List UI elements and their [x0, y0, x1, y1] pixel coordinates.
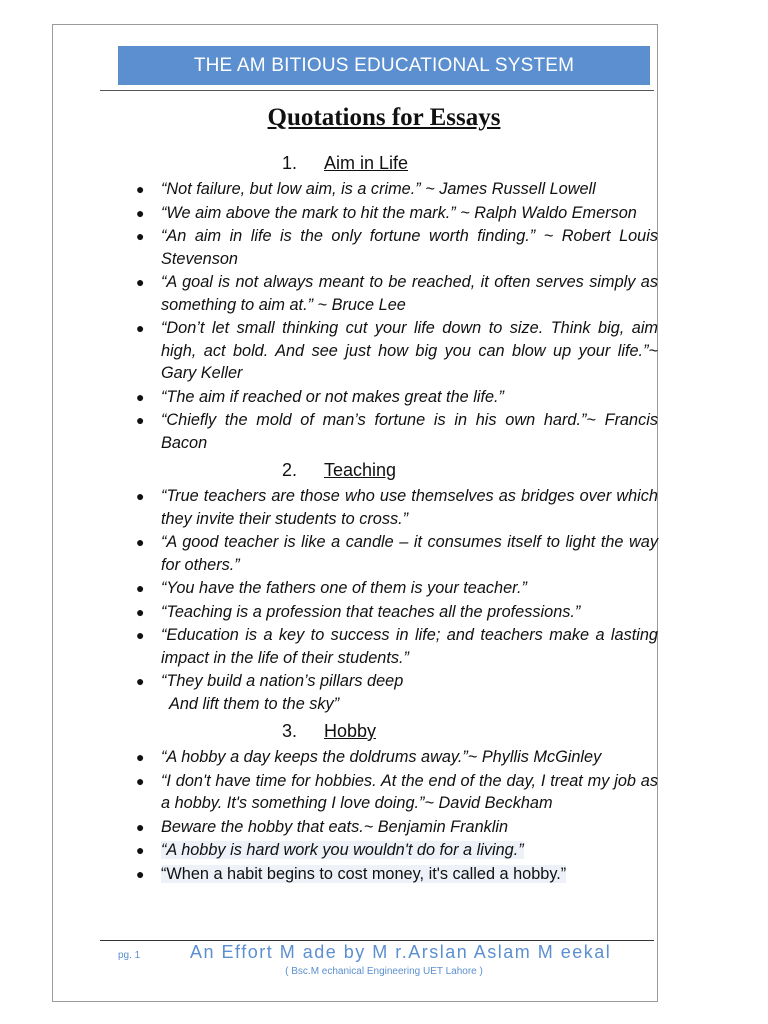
bullet-icon: ● — [136, 865, 145, 882]
quote-list-aim-in-life — [128, 178, 658, 454]
list-item: ● “I don't have time for hobbies. At the end of the day, I treat my job as a hobby. It's something I love doing.”~ David Beckham — [136, 771, 658, 812]
list-item: ● Beware the hobby that eats.~ Benjamin Franklin — [128, 816, 658, 839]
section-title: Hobby — [324, 721, 377, 741]
bullet-icon: ● — [136, 749, 145, 765]
bullet-icon: ● — [136, 388, 145, 405]
bullet-icon: ● — [136, 488, 145, 504]
bullet-icon: ● — [136, 603, 145, 620]
list-item: ● “They build a nation’s pillars deep And lift them to the sky” — [136, 672, 404, 713]
section-heading-aim-in-life — [282, 148, 658, 178]
list-item: ● “When a habit begins to cost money, it's called a hobby.” — [128, 863, 658, 886]
bullet-icon: ● — [136, 412, 145, 428]
section-number: 1. — [282, 153, 298, 173]
bullet-icon: ● — [136, 320, 145, 336]
bullet-icon: ● — [136, 580, 145, 596]
section-number: 3. — [282, 721, 298, 741]
bullet-icon: ● — [136, 204, 145, 221]
list-item: ● “The aim if reached or not makes great the life.” — [128, 386, 658, 409]
quote-list-teaching — [128, 485, 658, 715]
document-body — [128, 148, 658, 886]
list-item: ● “A hobby a day keeps the doldrums away.”~ Phyllis McGinley — [128, 746, 658, 769]
section-title: Aim in Life — [324, 153, 409, 173]
header-banner: THE AM BITIOUS EDUCATIONAL SYSTEM — [118, 46, 650, 85]
bullet-icon: ● — [136, 673, 145, 689]
footer-divider — [100, 940, 654, 941]
list-item: ● “A hobby is hard work you wouldn't do for a living.” — [128, 839, 658, 862]
bullet-icon: ● — [136, 228, 145, 244]
bullet-icon: ● — [136, 274, 145, 290]
bullet-icon: ● — [136, 818, 145, 835]
list-item: ● “You have the fathers one of them is your teacher.” — [128, 577, 658, 600]
list-item: ● “A goal is not always meant to be reached, it often serves simply as something to aim at.” ~ Bruce Lee — [136, 273, 658, 314]
section-heading-teaching — [282, 455, 658, 485]
section-heading-hobby — [282, 716, 658, 746]
section-number: 2. — [282, 460, 298, 480]
list-item: ● “A good teacher is like a candle – it consumes itself to light the way for others.” — [136, 533, 658, 574]
quote-list-hobby — [128, 746, 658, 885]
section-title: Teaching — [324, 460, 397, 480]
page-title: Quotations for Essays — [267, 104, 501, 131]
bullet-icon: ● — [136, 534, 145, 550]
list-item: ● “Education is a key to success in life; and teachers make a lasting impact in the life of their students.” — [136, 626, 658, 667]
bullet-icon: ● — [136, 772, 145, 789]
bullet-icon: ● — [136, 842, 145, 858]
header-divider — [100, 90, 654, 91]
list-item: ● “True teachers are those who use themselves as bridges over which they invite their students to cross.” — [136, 487, 658, 528]
bullet-icon: ● — [136, 627, 145, 643]
footer-subtitle: ( Bsc.M echanical Engineering UET Lahore ) — [285, 966, 483, 977]
list-item: ● “We aim above the mark to hit the mark.” ~ Ralph Waldo Emerson — [128, 202, 658, 225]
list-item: ● “Don’t let small thinking cut your life down to size. Think big, aim high, act bold. And see just how big you can blow up your life.”~ Gary Keller — [136, 319, 658, 382]
bullet-icon: ● — [136, 181, 145, 197]
footer-credit: An Effort M ade by M r.Arslan Aslam M eekal — [190, 942, 612, 962]
list-item: ● “Chiefly the mold of man’s fortune is in his own hard.”~ Francis Bacon — [136, 411, 658, 452]
list-item: ● “Teaching is a profession that teaches all the professions.” — [128, 601, 658, 624]
list-item: ● “Not failure, but low aim, is a crime.” ~ James Russell Lowell — [128, 178, 658, 201]
page-number: pg. 1 — [118, 950, 141, 961]
list-item: ● “An aim in life is the only fortune worth finding.” ~ Robert Louis Stevenson — [136, 227, 658, 268]
